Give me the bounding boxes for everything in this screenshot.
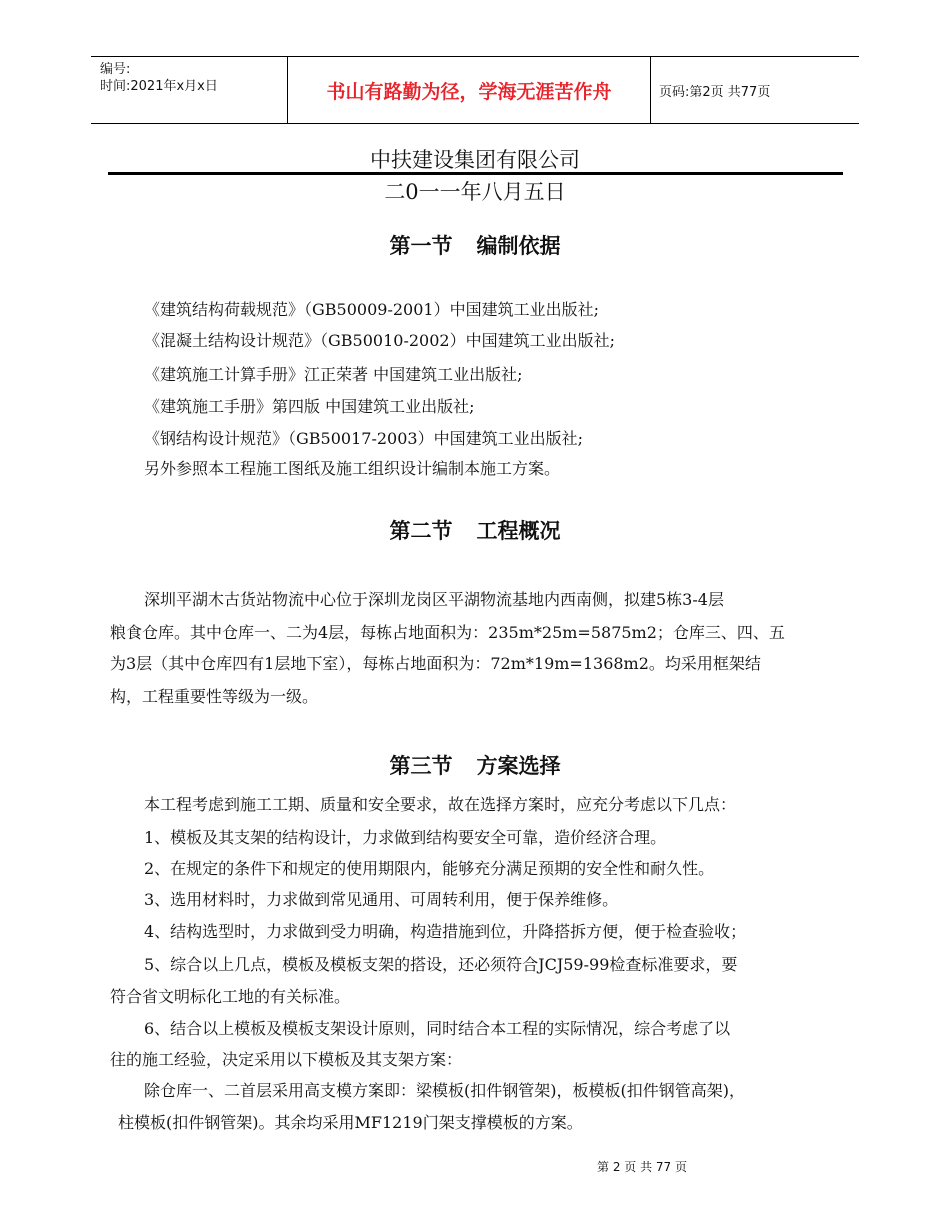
section1-line: 《钢结构设计规范》（GB50017-2003）中国建筑工业出版社;: [144, 429, 583, 448]
section3-line: 3、选用材料时，力求做到常见通用、可周转利用，便于保养维修。: [144, 890, 619, 909]
section3-line: 1、模板及其支架的结构设计，力求做到结构要安全可靠，造价经济合理。: [144, 828, 667, 847]
section3-line: 2、在规定的条件下和规定的使用期限内，能够充分满足预期的安全性和耐久性。: [144, 859, 715, 878]
document-date: 二0一一年八月五日: [384, 180, 566, 204]
header-left-cell: [91, 57, 287, 123]
section1-line: 《建筑施工手册》第四版 中国建筑工业出版社;: [144, 397, 475, 416]
section1-line: 另外参照本工程施工图纸及施工组织设计编制本施工方案。: [144, 459, 561, 478]
section3-line: 6、结合以上模板及模板支架设计原则，同时结合本工程的实际情况，综合考虑了以: [144, 1019, 731, 1038]
section2-line: 为3层（其中仓库四有1层地下室），每栋占地面积为：72m*19m=1368m2。均采用框架结: [110, 654, 761, 673]
section3-title: [0, 750, 950, 780]
section2-name: 工程概况: [476, 519, 561, 543]
section2-number: 第二节: [389, 519, 453, 543]
section3-line: 除仓库一、二首层采用高支模方案即：梁模板(扣件钢管架)，板模板(扣件钢管高架)，: [144, 1081, 745, 1100]
section1-title: [0, 230, 950, 260]
section3-line: 本工程考虑到施工工期、质量和安全要求，故在选择方案时，应充分考虑以下几点：: [144, 795, 737, 814]
section3-line: 5、综合以上几点，模板及模板支架的搭设，还必须符合JCJ59-99检查标准要求，要: [144, 955, 738, 974]
section2-title: [0, 515, 950, 545]
header-motto-cell: [287, 57, 651, 123]
section3-line: 往的施工经验，决定采用以下模板及其支架方案：: [110, 1050, 463, 1069]
page-info: 页码:第2页 共77页: [659, 84, 771, 100]
section1-line: 《混凝土结构设计规范》（GB50010-2002）中国建筑工业出版社;: [144, 331, 615, 350]
header-table: [91, 56, 859, 124]
motto-text: 书山有路勤为径，学海无涯苦作舟: [326, 80, 612, 103]
section2-line: 粮食仓库。其中仓库一、二为4层，每栋占地面积为：235m*25m=5875m2；仓库三、四、五: [110, 623, 785, 642]
number-label: 编号:: [100, 62, 131, 77]
section3-name: 方案选择: [476, 754, 561, 778]
header-page-cell: [651, 57, 859, 123]
section1-name: 编制依据: [476, 234, 561, 258]
page-footer: 第 2 页 共 77 页: [597, 1160, 687, 1174]
section2-line: 深圳平湖木古货站物流中心位于深圳龙岗区平湖物流基地内西南侧，拟建5栋3-4层: [144, 590, 724, 609]
time-label: 时间:2021年x月x日: [100, 79, 218, 94]
section3-line: 柱模板(扣件钢管架)。其余均采用MF1219门架支撑模板的方案。: [118, 1113, 583, 1132]
section3-number: 第三节: [389, 754, 453, 778]
section1-line: 《建筑施工计算手册》江正荣著 中国建筑工业出版社;: [144, 365, 523, 384]
company-name: 中扶建设集团有限公司: [370, 148, 580, 172]
section1-number: 第一节: [389, 234, 453, 258]
section1-line: 《建筑结构荷载规范》（GB50009-2001）中国建筑工业出版社;: [144, 300, 599, 319]
section3-line: 符合省文明标化工地的有关标准。: [110, 987, 351, 1006]
section3-line: 4、结构选型时，力求做到受力明确，构造措施到位，升降搭拆方便，便于检查验收；: [144, 922, 747, 941]
section2-line: 构，工程重要性等级为一级。: [110, 687, 319, 706]
title-rule: [108, 172, 843, 175]
